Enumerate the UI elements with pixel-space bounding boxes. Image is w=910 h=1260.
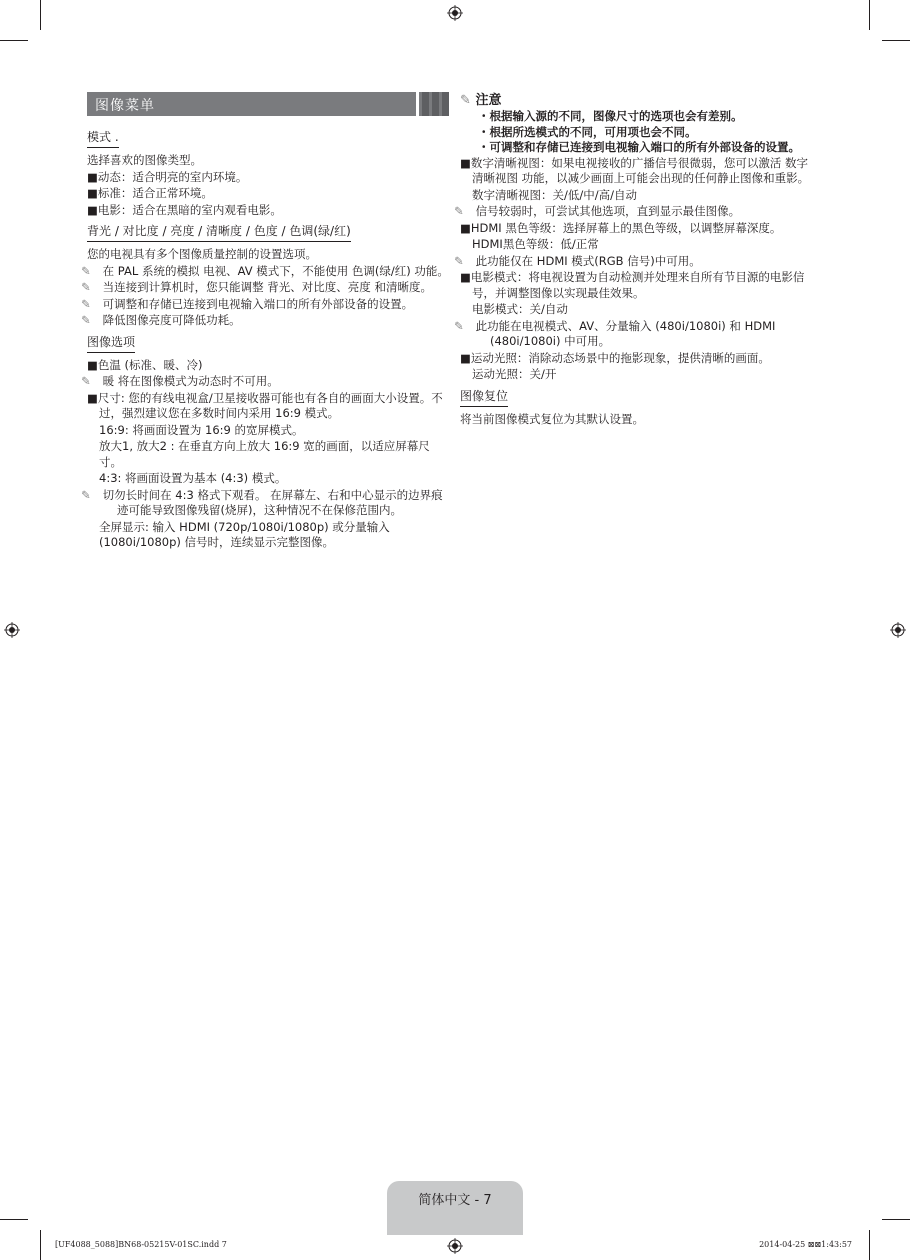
- note-item: ✎ 降低图像亮度可降低功耗。: [81, 313, 241, 327]
- section-title: 图像菜单: [95, 98, 155, 114]
- color-temp-item: ■色温 (标准、暖、冷): [87, 357, 203, 372]
- note-item: ✎ 在 PAL 系统的模拟 电视、AV 模式下，不能使用 色调(绿/红) 功能。: [81, 263, 449, 278]
- note-item: ✎ 信号较弱时，可尝试其他选项，直到显示最佳图像。: [454, 204, 741, 218]
- page-label: 简体中文 - 7: [418, 1193, 492, 1208]
- mode-heading: 模式 .: [87, 129, 119, 148]
- backlight-heading: 背光 / 对比度 / 亮度 / 清晰度 / 色度 / 色调(绿/红): [87, 223, 351, 242]
- crop-mark: [869, 1230, 870, 1260]
- mode-item: ■电影：适合在黑暗的室内观看电影。: [87, 202, 282, 217]
- crop-mark: [40, 1230, 41, 1260]
- size-item: ■尺寸: 您的有线电视盒/卫星接收器可能也有各自的画面大小设置。不过，强烈建议您在多数时间内采用 16:9 模式。: [87, 390, 443, 420]
- note-item: ✎ 此功能仅在 HDMI 模式(RGB 信号)中可用。: [454, 253, 701, 268]
- note-line: ・根据所选模式的不同，可用项也会不同。: [478, 124, 697, 139]
- mode-intro: 选择喜欢的图像类型。: [87, 153, 202, 167]
- crop-mark: [40, 0, 41, 30]
- film-mode-values: 电影模式：关/自动: [472, 302, 568, 316]
- note-line: ・可调整和存储已连接到电视输入端口的所有外部设备的设置。: [478, 140, 800, 154]
- hdmi-black-item: ■HDMI 黑色等级：选择屏幕上的黑色等级，以调整屏幕深度。: [460, 220, 782, 235]
- size-169: 16:9: 将画面设置为 16:9 的宽屏模式。: [99, 422, 304, 437]
- size-zoom: 放大1, 放大2 : 在垂直方向上放大 16:9 宽的画面，以适应屏幕尺寸。: [99, 439, 430, 469]
- motion-values: 运动光照：关/开: [472, 367, 557, 381]
- registration-mark-icon: [447, 1238, 463, 1254]
- section-title-bar: [87, 92, 449, 116]
- page-number-tab: [387, 1181, 523, 1235]
- note-item: ✎ 暖 将在图像模式为动态时不可用。: [81, 374, 279, 388]
- note-line: ・根据输入源的不同，图像尺寸的选项也会有差别。: [478, 109, 743, 123]
- mode-item: ■标准：适合正常环境。: [87, 186, 213, 200]
- mode-item: ■动态：适合明亮的室内环境。: [87, 169, 248, 184]
- note-item: ✎ 切勿长时间在 4:3 格式下观看。 在屏幕左、右和中心显示的边界痕迹可能导致图像残留(烧屏)，这种情况不在保修范围内。: [81, 487, 443, 517]
- options-heading: 图像选项: [87, 334, 135, 353]
- crop-mark: [882, 1219, 910, 1220]
- title-bar-stripes: [416, 92, 449, 116]
- date-slug: 2014-04-25 ⊠⊠1:43:57: [759, 1240, 852, 1249]
- left-column: [81, 92, 449, 552]
- note-item: ✎ 当连接到计算机时，您只能调整 背光、对比度、亮度 和清晰度。: [81, 280, 432, 294]
- reset-heading: 图像复位: [460, 388, 508, 407]
- size-43: 4:3: 将画面设置为基本 (4:3) 模式。: [99, 471, 287, 485]
- crop-mark: [0, 1219, 28, 1220]
- note-title: ✎ 注意: [460, 93, 502, 108]
- dnr-item: ■数字清晰视图：如果电视接收的广播信号很微弱，您可以激活 数字清晰视图 功能，以减少画面上可能会出现的任何静止图像和重影。: [460, 155, 810, 185]
- backlight-intro: 您的电视具有多个图像质量控制的设置选项。: [87, 247, 317, 261]
- crop-mark: [869, 0, 870, 30]
- right-column: [454, 92, 818, 428]
- reset-text: 将当前图像模式复位为其默认设置。: [460, 411, 644, 426]
- note-item: ✎ 此功能在电视模式、AV、分量输入 (480i/1080i) 和 HDMI (480i/1080i) 中可用。: [454, 318, 776, 348]
- dnr-values: 数字清晰视图：关/低/中/高/自动: [472, 187, 637, 202]
- registration-mark-icon: [447, 5, 463, 21]
- motion-item: ■运动光照：消除动态场景中的拖影现象，提供清晰的画面。: [460, 350, 770, 365]
- crop-mark: [0, 40, 28, 41]
- pencil-note-icon: ✎: [460, 93, 471, 108]
- registration-mark-icon: [4, 622, 20, 638]
- registration-mark-icon: [890, 622, 906, 638]
- size-full: 全屏显示: 输入 HDMI (720p/1080i/1080p) 或分量输入 (1080i/1080p) 信号时，连续显示完整图像。: [99, 519, 390, 549]
- note-item: ✎ 可调整和存储已连接到电视输入端口的所有外部设备的设置。: [81, 296, 414, 311]
- file-slug: [UF4088_5088]BN68-05215V-01SC.indd 7: [55, 1240, 227, 1249]
- film-mode-item: ■电影模式：将电视设置为自动检测并处理来自所有节目源的电影信号，并调整图像以实现最佳效果。: [460, 270, 805, 300]
- crop-mark: [882, 40, 910, 41]
- hdmi-black-values: HDMI黑色等级：低/正常: [472, 237, 599, 251]
